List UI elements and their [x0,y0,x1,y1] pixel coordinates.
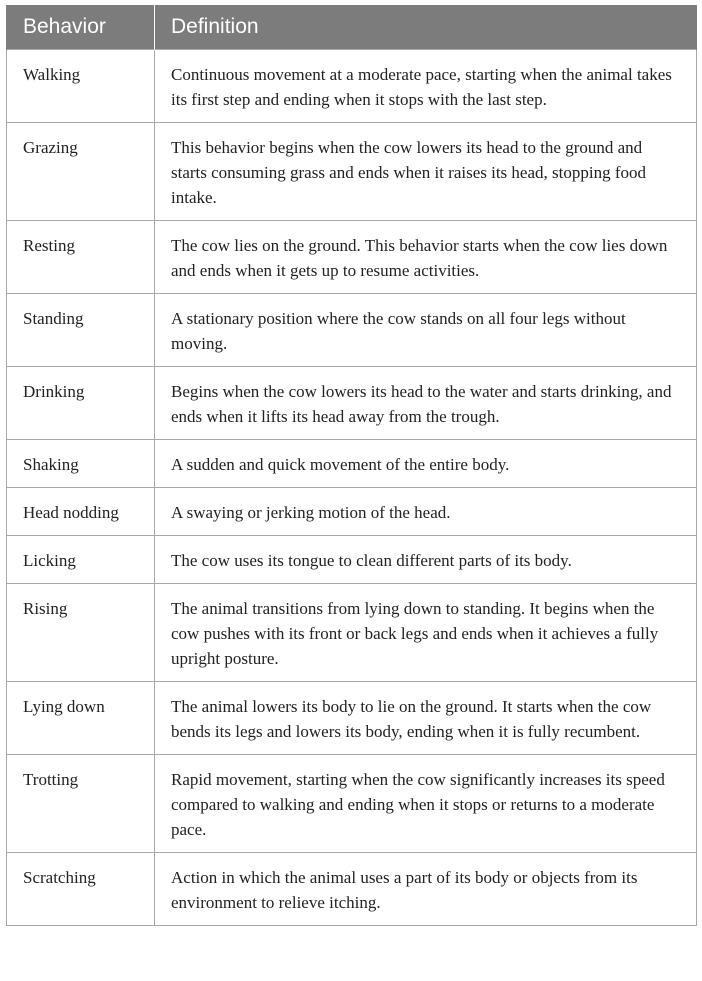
behavior-cell: Walking [7,50,155,123]
definition-cell: The animal transitions from lying down to standing. It begins when the cow pushes with its front or back legs and ends when it achieves a fully upright posture. [155,584,697,682]
table-row [7,367,697,440]
definition-cell: Action in which the animal uses a part of its body or objects from its environment to relieve itching. [155,853,697,926]
definition-cell: Begins when the cow lowers its head to the water and starts drinking, and ends when it lifts its head away from the trough. [155,367,697,440]
behavior-table-container [6,5,696,926]
table-row [7,584,697,682]
behavior-cell: Rising [7,584,155,682]
table-row [7,755,697,853]
behavior-cell: Trotting [7,755,155,853]
behavior-definition-table [6,5,697,926]
behavior-cell: Grazing [7,123,155,221]
table-row [7,440,697,488]
table-row [7,488,697,536]
behavior-cell: Licking [7,536,155,584]
table-header-row [7,5,697,50]
definition-cell: Rapid movement, starting when the cow significantly increases its speed compared to walking and ending when it stops or returns to a moderate pace. [155,755,697,853]
definition-cell: A stationary position where the cow stands on all four legs without moving. [155,294,697,367]
table-row [7,50,697,123]
definition-cell: Continuous movement at a moderate pace, starting when the animal takes its first step and ending when it stops with the last step. [155,50,697,123]
header-definition: Definition [155,5,697,50]
definition-cell: The animal lowers its body to lie on the ground. It starts when the cow bends its legs and lowers its body, ending when it is fully recumbent. [155,682,697,755]
table-row [7,221,697,294]
table-row [7,123,697,221]
behavior-cell: Drinking [7,367,155,440]
definition-cell: A swaying or jerking motion of the head. [155,488,697,536]
table-row [7,853,697,926]
behavior-cell: Head nodding [7,488,155,536]
header-behavior: Behavior [7,5,155,50]
behavior-cell: Scratching [7,853,155,926]
definition-cell: The cow lies on the ground. This behavior starts when the cow lies down and ends when it gets up to resume activities. [155,221,697,294]
behavior-cell: Shaking [7,440,155,488]
definition-cell: This behavior begins when the cow lowers its head to the ground and starts consuming grass and ends when it raises its head, stopping food intake. [155,123,697,221]
table-row [7,682,697,755]
table-row [7,294,697,367]
behavior-cell: Lying down [7,682,155,755]
definition-cell: The cow uses its tongue to clean different parts of its body. [155,536,697,584]
table-row [7,536,697,584]
definition-cell: A sudden and quick movement of the entire body. [155,440,697,488]
behavior-cell: Resting [7,221,155,294]
behavior-cell: Standing [7,294,155,367]
